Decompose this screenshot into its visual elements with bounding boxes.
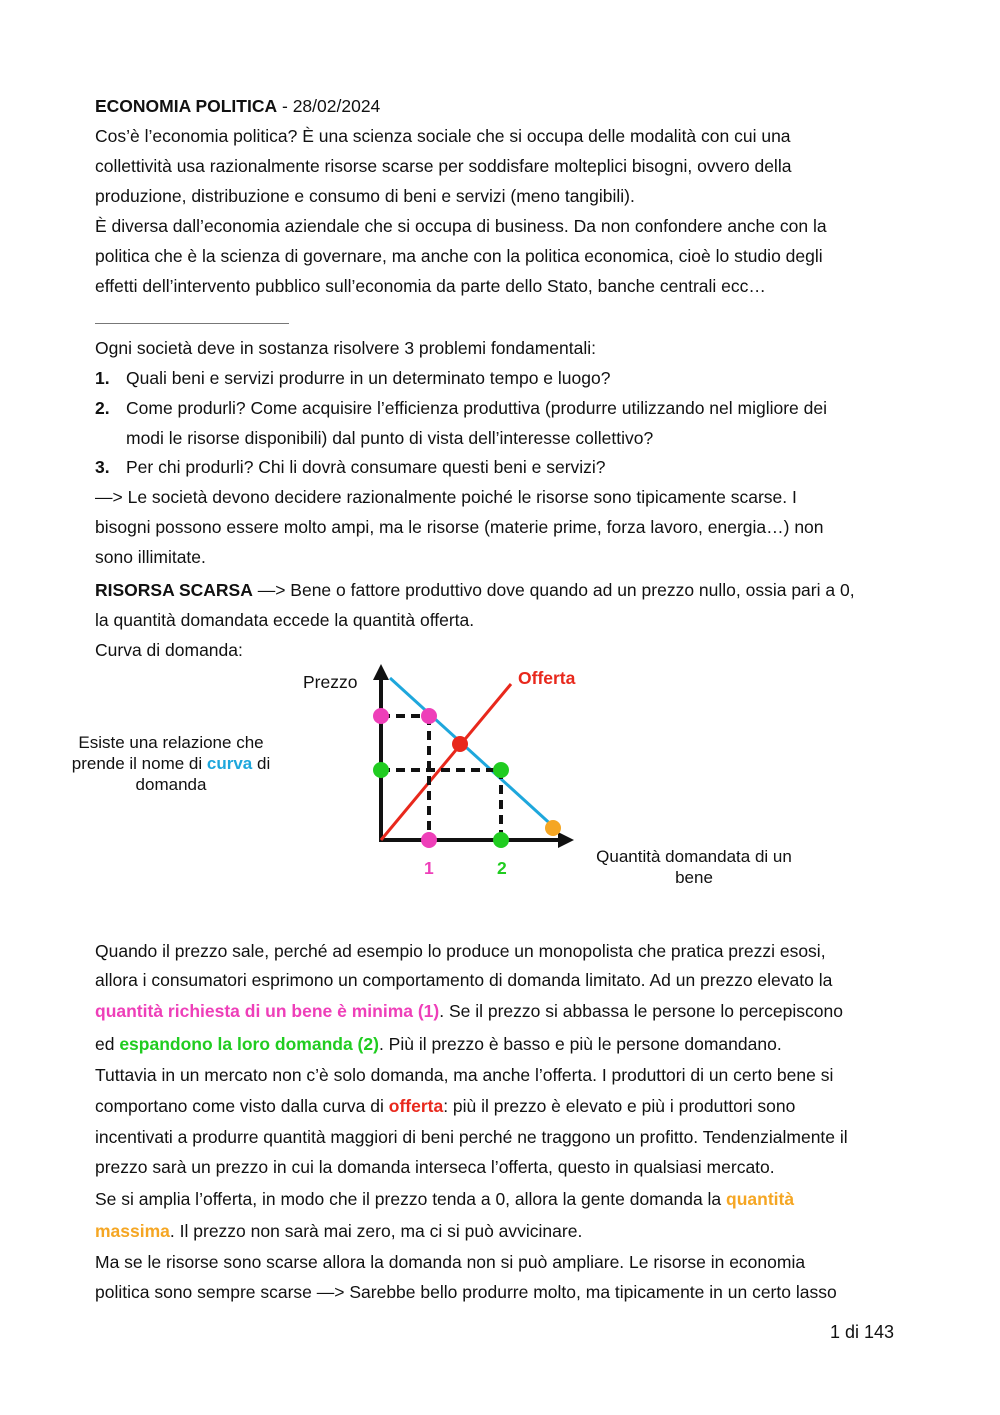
- body-line-4: [95, 1033, 782, 1055]
- highlight-expand-demand: espandono la loro domanda (2): [119, 1034, 379, 1054]
- intro-line-6: effetti dell’intervento pubblico sull’economia da parte dello Stato, banche centrali ecc…: [95, 276, 766, 296]
- pink-demand-point: [421, 708, 437, 724]
- body-line-6: [95, 1095, 795, 1117]
- pink-quantity-point: [421, 832, 437, 848]
- body-line-11: Ma se le risorse sono scarse allora la domanda non si può ampliare. Le risorse in economia: [95, 1252, 806, 1272]
- list-item-continuation: modi le risorse disponibili) dal punto di vista dell’interesse collettivo?: [126, 428, 654, 448]
- equilibrium-point: [452, 736, 468, 752]
- page-number: 1 di 143: [830, 1322, 895, 1342]
- highlight-supply: offerta: [388, 1096, 444, 1116]
- list-number: 3.: [95, 457, 110, 477]
- highlight-min-quantity: quantità richiesta di un bene è minima (1): [95, 1001, 440, 1021]
- x-axis-arrowhead: [558, 832, 574, 848]
- demand-curve: [390, 678, 556, 829]
- body-line-12: politica sono sempre scarse —> Sarebbe bello produrre molto, ma tipicamente in un certo lasso: [95, 1282, 837, 1302]
- definition-term: RISORSA SCARSA: [95, 580, 253, 600]
- intro-line-1: Cos’è l’economia politica? È una scienza sociale che si occupa delle modalità con cui una: [95, 126, 791, 146]
- document-date: - 28/02/2024: [277, 96, 381, 116]
- list-item: Per chi produrli? Chi li dovrà consumare questi beni e servizi?: [126, 457, 606, 477]
- green-demand-point: [493, 762, 509, 778]
- body-text: . Più il prezzo è basso e più le persone domandano.: [378, 1034, 782, 1054]
- list-number: 2.: [95, 398, 110, 418]
- side-note-text-end: di domanda: [135, 754, 271, 794]
- pink-price-point: [373, 708, 389, 724]
- body-line-8: prezzo sarà un prezzo in cui la domanda interseca l’offerta, questo in qualsiasi mercato.: [95, 1157, 775, 1177]
- body-text: ed: [95, 1034, 120, 1054]
- conclusion-line-2: bisogni possono essere molto ampi, ma le risorse (materie prime, forza lavoro, energia…) non: [95, 517, 824, 537]
- intro-line-3: produzione, distribuzione e consumo di beni e servizi (meno tangibili).: [95, 186, 635, 206]
- body-line-7: incentivati a produrre quantità maggiori di beni perché ne traggono un profitto. Tendenzialmente il: [95, 1127, 848, 1147]
- conclusion-line-3: sono illimitate.: [95, 547, 206, 567]
- body-text: Se si amplia l’offerta, in modo che il prezzo tenda a 0, allora la gente domanda la: [95, 1189, 727, 1209]
- y-axis-arrowhead: [373, 664, 389, 680]
- list-item: Come produrli? Come acquisire l’efficienza produttiva (produrre utilizzando nel migliore dei: [126, 398, 827, 418]
- definition-text: —> Bene o fattore produttivo dove quando ad un prezzo nullo, ossia pari a 0,: [252, 580, 855, 600]
- quantity-marker-2: 2: [497, 858, 507, 878]
- green-quantity-point: [493, 832, 509, 848]
- side-note-text: Esiste una relazione che prende il nome di: [71, 733, 264, 773]
- body-line-1: Quando il prezzo sale, perché ad esempio lo produce un monopolista che pratica prezzi esosi,: [95, 941, 826, 961]
- orange-max-quantity-point: [545, 820, 561, 836]
- side-note-highlight: curva: [206, 754, 253, 773]
- quantity-marker-1: 1: [424, 858, 434, 878]
- body-line-9: [95, 1188, 794, 1210]
- body-line-5: Tuttavia in un mercato non c’è solo domanda, ma anche l’offerta. I produttori di un certo bene si: [95, 1065, 834, 1085]
- document-title: ECONOMIA POLITICA: [95, 96, 278, 116]
- highlight-max-quantity-cont: massima: [95, 1221, 170, 1241]
- intro-line-2: collettività usa razionalmente risorse scarse per soddisfare molteplici bisogni, ovvero della: [95, 156, 792, 176]
- list-item: Quali beni e servizi produrre in un determinato tempo e luogo?: [126, 368, 611, 388]
- green-price-point: [373, 762, 389, 778]
- supply-curve-label: Offerta: [518, 668, 576, 688]
- body-line-2: allora i consumatori esprimono un comportamento di domanda limitato. Ad un prezzo elevato la: [95, 970, 833, 990]
- body-line-3: [95, 1000, 843, 1022]
- intro-line-4: È diversa dall’economia aziendale che si occupa di business. Da non confondere anche con la: [95, 216, 827, 236]
- x-axis-label: Quantità domandata di un bene: [596, 847, 792, 887]
- supply-curve: [381, 684, 511, 840]
- body-text: comportano come visto dalla curva di: [95, 1096, 389, 1116]
- definition-line-2: la quantità domandata eccede la quantità offerta.: [95, 610, 475, 630]
- conclusion-line-1: —> Le società devono decidere razionalmente poiché le risorse sono tipicamente scarse. I: [95, 487, 797, 507]
- body-text: . Il prezzo non sarà mai zero, ma ci si può avvicinare.: [169, 1221, 583, 1241]
- curve-caption: Curva di domanda:: [95, 640, 243, 660]
- body-line-10: [95, 1220, 582, 1242]
- y-axis-label: Prezzo: [303, 672, 358, 692]
- list-number: 1.: [95, 368, 110, 388]
- problems-intro: Ogni società deve in sostanza risolvere 3 problemi fondamentali:: [95, 338, 596, 358]
- intro-line-5: politica che è la scienza di governare, ma anche con la politica economica, cioè lo studio degli: [95, 246, 823, 266]
- highlight-max-quantity: quantità: [726, 1189, 795, 1209]
- body-text: : più il prezzo è elevato e più i produttori sono: [443, 1096, 796, 1116]
- body-text: . Se il prezzo si abbassa le persone lo percepiscono: [439, 1001, 843, 1021]
